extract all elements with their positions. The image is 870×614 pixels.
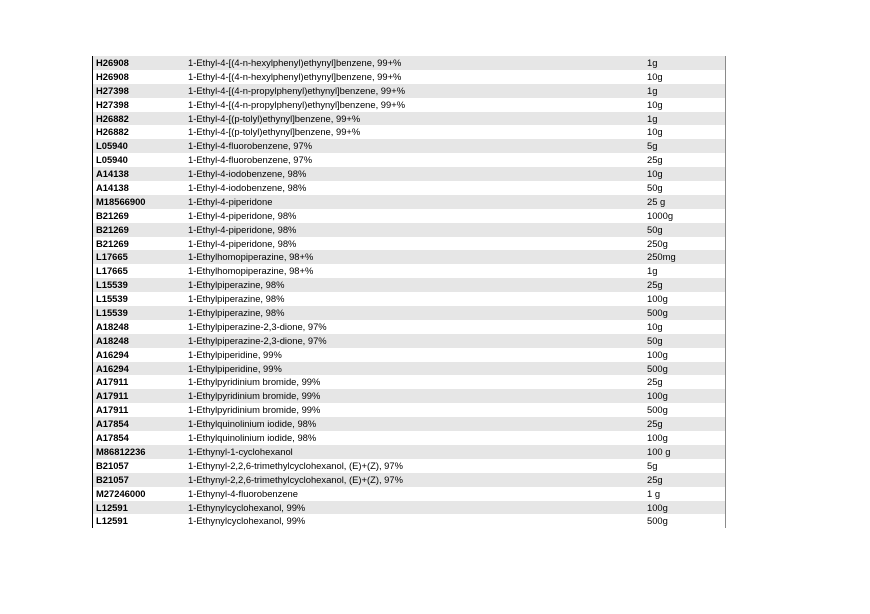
package-size: 100g (647, 432, 668, 444)
package-size: 5g (647, 459, 658, 471)
table-row (93, 514, 725, 528)
table-row (93, 501, 725, 515)
table-row (93, 334, 725, 348)
catalog-number: L17665 (96, 265, 128, 277)
table-row (93, 237, 725, 251)
table-row (93, 209, 725, 223)
package-size: 25 g (647, 195, 666, 207)
table-row (93, 445, 725, 459)
catalog-number: A17854 (96, 432, 129, 444)
table-row (93, 487, 725, 501)
table-row (93, 278, 725, 292)
product-name: 1-Ethynyl-1-cyclohexanol (188, 445, 293, 457)
package-size: 10g (647, 98, 663, 110)
catalog-number: B21057 (96, 473, 129, 485)
product-name: 1-Ethylpiperazine, 98% (188, 293, 285, 305)
table-row (93, 56, 725, 70)
catalog-number: L05940 (96, 154, 128, 166)
product-name: 1-Ethylpiperidine, 99% (188, 362, 282, 374)
product-name: 1-Ethyl-4-piperidone (188, 195, 273, 207)
package-size: 1g (647, 265, 658, 277)
catalog-number: H26908 (96, 70, 129, 82)
catalog-number: H26882 (96, 126, 129, 138)
table-row (93, 389, 725, 403)
table-row (93, 306, 725, 320)
product-name: 1-Ethylpiperazine-2,3-dione, 97% (188, 334, 327, 346)
package-size: 1g (647, 112, 658, 124)
package-size: 1 g (647, 487, 661, 499)
table-row (93, 375, 725, 389)
catalog-number: H26908 (96, 57, 129, 68)
product-name: 1-Ethynyl-4-fluorobenzene (188, 487, 298, 499)
package-size: 5g (647, 140, 658, 152)
package-size: 25g (647, 279, 663, 291)
table-row (93, 98, 725, 112)
product-name: 1-Ethyl-4-iodobenzene, 98% (188, 182, 307, 194)
package-size: 25g (647, 473, 663, 485)
product-name: 1-Ethylquinolinium iodide, 98% (188, 418, 317, 430)
catalog-number: M27246000 (96, 487, 146, 499)
product-name: 1-Ethylpiperazine, 98% (188, 279, 285, 291)
table-row (93, 264, 725, 278)
table-row (93, 292, 725, 306)
catalog-number: A17854 (96, 418, 129, 430)
catalog-number: A17911 (96, 404, 129, 416)
table-row (93, 84, 725, 98)
product-name: 1-Ethynylcyclohexanol, 99% (188, 515, 306, 527)
table-row (93, 473, 725, 487)
package-size: 25g (647, 418, 663, 430)
product-name: 1-Ethyl-4-piperidone, 98% (188, 237, 297, 249)
package-size: 25g (647, 376, 663, 388)
table-row (93, 70, 725, 84)
table-row (93, 167, 725, 181)
package-size: 50g (647, 223, 663, 235)
catalog-number: H27398 (96, 84, 129, 96)
product-name: 1-Ethyl-4-fluorobenzene, 97% (188, 140, 313, 152)
product-name: 1-Ethylpiperazine-2,3-dione, 97% (188, 320, 327, 332)
package-size: 25g (647, 154, 663, 166)
product-name: 1-Ethylhomopiperazine, 98+% (188, 265, 314, 277)
table-row (93, 223, 725, 237)
product-name: 1-Ethyl-4-[(p-tolyl)ethynyl]benzene, 99+% (188, 126, 361, 138)
product-name: 1-Ethynylcyclohexanol, 99% (188, 501, 306, 513)
table-row (93, 195, 725, 209)
product-name: 1-Ethyl-4-piperidone, 98% (188, 209, 297, 221)
catalog-number: L12591 (96, 515, 128, 527)
catalog-number: B21269 (96, 223, 129, 235)
catalog-number: L15539 (96, 293, 128, 305)
table-row (93, 320, 725, 334)
package-size: 100 g (647, 445, 671, 457)
table-row (93, 348, 725, 362)
catalog-table (92, 56, 726, 528)
catalog-number: A14138 (96, 182, 129, 194)
product-name: 1-Ethyl-4-piperidone, 98% (188, 223, 297, 235)
product-name: 1-Ethyl-4-[(4-n-propylphenyl)ethynyl]benzene, 99+% (188, 84, 406, 96)
table-row (93, 153, 725, 167)
table-row (93, 139, 725, 153)
package-size: 1000g (647, 209, 674, 221)
catalog-number: B21057 (96, 459, 129, 471)
product-name: 1-Ethyl-4-iodobenzene, 98% (188, 168, 307, 180)
product-name: 1-Ethyl-4-[(4-n-propylphenyl)ethynyl]benzene, 99+% (188, 98, 406, 110)
package-size: 500g (647, 307, 668, 319)
catalog-number: M18566900 (96, 195, 146, 207)
package-size: 500g (647, 515, 668, 527)
table-row (93, 250, 725, 264)
table-row (93, 417, 725, 431)
table-row (93, 125, 725, 139)
table-row (93, 431, 725, 445)
table-row (93, 112, 725, 126)
package-size: 250mg (647, 251, 676, 263)
package-size: 100g (647, 293, 668, 305)
catalog-number: H27398 (96, 98, 129, 110)
package-size: 1g (647, 57, 658, 68)
product-name: 1-Ethylpyridinium bromide, 99% (188, 404, 321, 416)
product-name: 1-Ethyl-4-fluorobenzene, 97% (188, 154, 313, 166)
product-name: 1-Ethyl-4-[(4-n-hexylphenyl)ethynyl]benzene, 99+% (188, 70, 402, 82)
catalog-number: L12591 (96, 501, 128, 513)
package-size: 500g (647, 404, 668, 416)
catalog-number: A16294 (96, 348, 129, 360)
catalog-number: A18248 (96, 320, 129, 332)
catalog-number: L15539 (96, 307, 128, 319)
catalog-number: L15539 (96, 279, 128, 291)
package-size: 10g (647, 70, 663, 82)
product-name: 1-Ethyl-4-[(p-tolyl)ethynyl]benzene, 99+% (188, 112, 361, 124)
package-size: 50g (647, 334, 663, 346)
table-row (93, 181, 725, 195)
product-name: 1-Ethylquinolinium iodide, 98% (188, 432, 317, 444)
product-name: 1-Ethylpyridinium bromide, 99% (188, 376, 321, 388)
product-name: 1-Ethynyl-2,2,6-trimethylcyclohexanol, (E)+(Z), 97% (188, 459, 403, 471)
table-row (93, 362, 725, 376)
table-row (93, 459, 725, 473)
product-name: 1-Ethyl-4-[(4-n-hexylphenyl)ethynyl]benzene, 99+% (188, 57, 402, 68)
catalog-number: A14138 (96, 168, 129, 180)
catalog-number: H26882 (96, 112, 129, 124)
package-size: 100g (647, 348, 668, 360)
package-size: 10g (647, 168, 663, 180)
product-name: 1-Ethylhomopiperazine, 98+% (188, 251, 314, 263)
catalog-number: B21269 (96, 237, 129, 249)
product-name: 1-Ethylpiperazine, 98% (188, 307, 285, 319)
package-size: 50g (647, 182, 663, 194)
catalog-number: A17911 (96, 376, 129, 388)
product-name: 1-Ethylpyridinium bromide, 99% (188, 390, 321, 402)
catalog-number: A17911 (96, 390, 129, 402)
catalog-number: L17665 (96, 251, 128, 263)
catalog-number: A16294 (96, 362, 129, 374)
table-row (93, 403, 725, 417)
package-size: 250g (647, 237, 668, 249)
package-size: 10g (647, 320, 663, 332)
catalog-number: A18248 (96, 334, 129, 346)
product-name: 1-Ethylpiperidine, 99% (188, 348, 282, 360)
catalog-number: B21269 (96, 209, 129, 221)
package-size: 1g (647, 84, 658, 96)
package-size: 100g (647, 390, 668, 402)
package-size: 100g (647, 501, 668, 513)
package-size: 10g (647, 126, 663, 138)
catalog-number: M86812236 (96, 445, 146, 457)
catalog-number: L05940 (96, 140, 128, 152)
product-name: 1-Ethynyl-2,2,6-trimethylcyclohexanol, (E)+(Z), 97% (188, 473, 403, 485)
package-size: 500g (647, 362, 668, 374)
